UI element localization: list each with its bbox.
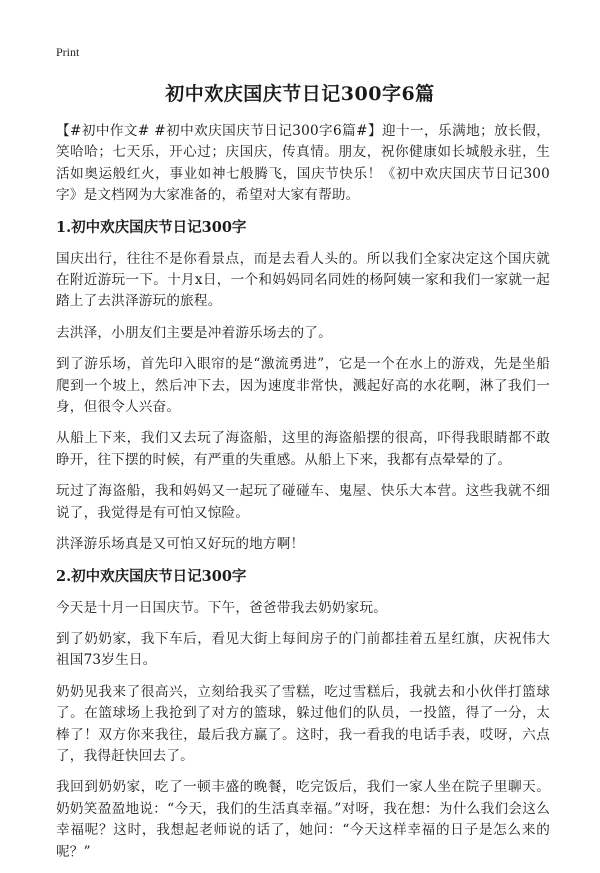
print-label: Print: [56, 45, 80, 59]
paragraph: 今天是十月一日国庆节。下午，爸爸带我去奶奶家玩。: [56, 599, 388, 616]
paragraph: 洪泽游乐场真是又可怕又好玩的地方啊！: [56, 536, 305, 553]
paragraph: 我回到奶奶家，吃了一顿丰盛的晚餐，吃完饭后，我们一家人坐在院子里聊天。奶奶笑盈盈地说：“今天，我们的生活真幸福。”对呀，我在想：为什么我们会这么幸福呢？这时，我想起老师说的话了，她问：“今天这样幸福的日子是怎么来的呢？”: [56, 779, 550, 860]
paragraph: 玩过了海盗船，我和妈妈又一起玩了碰碰车、鬼屋、快乐大本营。这些我就不细说了，我觉得是有可怕又惊险。: [56, 483, 550, 521]
paragraph: 奶奶见我来了很高兴，立刻给我买了雪糕，吃过雪糕后，我就去和小伙伴打篮球了。在篮球场上我抢到了对方的篮球，躲过他们的队员，一投篮，得了一分，太棒了！双方你来我往，最后我方赢了。这时，我一看我的电话手表，哎呀，六点了，我得赶快回去了。: [56, 683, 550, 764]
document-title: 初中欢庆国庆节日记300字6篇: [165, 83, 435, 105]
paragraph: 到了游乐场，首先印入眼帘的是“激流勇进”，它是一个在水上的游戏，先是坐船爬到一个坡上，然后冲下去，因为速度非常快，溅起好高的水花啊，淋了我们一身，但很令人兴奋。: [56, 356, 550, 416]
document-body: [56, 121, 550, 873]
intro-paragraph: 【#初中作文# #初中欢庆国庆节日记300字6篇#】迎十一，乐满地；放长假，笑哈哈；七天乐，开心过；庆国庆，传真情。朋友，祝你健康如长城般永驻，生活如奥运般红火，事业如神七般腾飞，国庆节快乐！《初中欢庆国庆节日记300字》是文档网为大家准备的，希望对大家有帮助。: [56, 123, 550, 204]
paragraph: 从船上下来，我们又去玩了海盗船，这里的海盗船摆的很高，吓得我眼睛都不敢睁开，往下摆的时候，有严重的失重感。从船上下来，我都有点晕晕的了。: [56, 430, 550, 468]
section-heading-1: 1.初中欢庆国庆节日记300字: [56, 218, 247, 236]
paragraph: 到了奶奶家，我下车后，看见大街上每间房子的门前都挂着五星红旗，庆祝伟大祖国73岁生日。: [56, 630, 550, 669]
paragraph: 国庆出行，往往不是你看景点，而是去看人头的。所以我们全家决定这个国庆就在附近游玩一下。十月x日，一个和妈妈同名同姓的杨阿姨一家和我们一家就一起踏上了去洪泽游玩的旅程。: [56, 250, 550, 310]
section-heading-2: 2.初中欢庆国庆节日记300字: [56, 567, 247, 585]
paragraph: 去洪泽，小朋友们主要是冲着游乐场去的了。: [56, 324, 332, 341]
